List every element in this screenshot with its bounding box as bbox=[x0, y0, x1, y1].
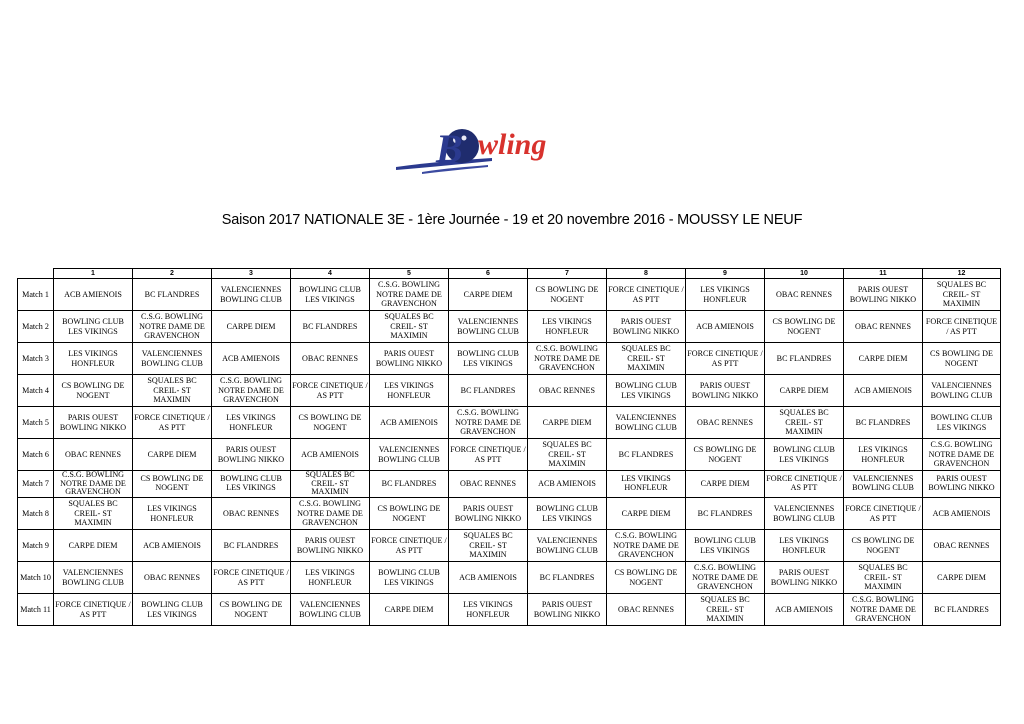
table-cell: VALENCIENNES BOWLING CLUB bbox=[923, 375, 1001, 407]
table-cell: VALENCIENNES BOWLING CLUB bbox=[844, 471, 923, 498]
table-row bbox=[18, 498, 1001, 530]
column-header: 3 bbox=[212, 269, 291, 279]
table-cell: VALENCIENNES BOWLING CLUB bbox=[449, 311, 528, 343]
table-cell: C.S.G. BOWLING NOTRE DAME DE GRAVENCHON bbox=[923, 439, 1001, 471]
table-cell: SQUALES BC CREIL- ST MAXIMIN bbox=[607, 343, 686, 375]
table-cell: PARIS OUEST BOWLING NIKKO bbox=[212, 439, 291, 471]
svg-text:B: B bbox=[436, 126, 463, 171]
table-cell: VALENCIENNES BOWLING CLUB bbox=[607, 407, 686, 439]
table-cell: BC FLANDRES bbox=[133, 279, 212, 311]
row-label: Match 6 bbox=[18, 439, 54, 471]
schedule-body bbox=[18, 279, 1001, 626]
table-cell: CARPE DIEM bbox=[844, 343, 923, 375]
table-cell: PARIS OUEST BOWLING NIKKO bbox=[607, 311, 686, 343]
table-cell: CS BOWLING DE NOGENT bbox=[133, 471, 212, 498]
table-cell: VALENCIENNES BOWLING CLUB bbox=[54, 562, 133, 594]
table-row bbox=[18, 471, 1001, 498]
table-cell: BC FLANDRES bbox=[765, 343, 844, 375]
table-row bbox=[18, 530, 1001, 562]
table-cell: LES VIKINGS HONFLEUR bbox=[370, 375, 449, 407]
table-cell: BC FLANDRES bbox=[607, 439, 686, 471]
table-cell: SQUALES BC CREIL- ST MAXIMIN bbox=[528, 439, 607, 471]
table-row bbox=[18, 407, 1001, 439]
table-cell: SQUALES BC CREIL- ST MAXIMIN bbox=[844, 562, 923, 594]
table-cell: BOWLING CLUB LES VIKINGS bbox=[765, 439, 844, 471]
table-cell: CS BOWLING DE NOGENT bbox=[923, 343, 1001, 375]
table-cell: FORCE CINETIQUE / AS PTT bbox=[844, 498, 923, 530]
table-cell: PARIS OUEST BOWLING NIKKO bbox=[528, 594, 607, 626]
table-row bbox=[18, 279, 1001, 311]
table-cell: ACB AMIENOIS bbox=[54, 279, 133, 311]
table-cell: SQUALES BC CREIL- ST MAXIMIN bbox=[686, 594, 765, 626]
table-cell: CARPE DIEM bbox=[686, 471, 765, 498]
header-row bbox=[18, 269, 1001, 279]
table-cell: CARPE DIEM bbox=[54, 530, 133, 562]
table-cell: SQUALES BC CREIL- ST MAXIMIN bbox=[54, 498, 133, 530]
table-cell: ACB AMIENOIS bbox=[133, 530, 212, 562]
table-cell: VALENCIENNES BOWLING CLUB bbox=[528, 530, 607, 562]
table-cell: BOWLING CLUB LES VIKINGS bbox=[54, 311, 133, 343]
table-cell: C.S.G. BOWLING NOTRE DAME DE GRAVENCHON bbox=[54, 471, 133, 498]
table-cell: C.S.G. BOWLING NOTRE DAME DE GRAVENCHON bbox=[133, 311, 212, 343]
table-cell: LES VIKINGS HONFLEUR bbox=[686, 279, 765, 311]
table-cell: LES VIKINGS HONFLEUR bbox=[528, 311, 607, 343]
table-cell: LES VIKINGS HONFLEUR bbox=[212, 407, 291, 439]
table-cell: OBAC RENNES bbox=[844, 311, 923, 343]
table-cell: SQUALES BC CREIL- ST MAXIMIN bbox=[923, 279, 1001, 311]
table-cell: CS BOWLING DE NOGENT bbox=[370, 498, 449, 530]
column-header: 9 bbox=[686, 269, 765, 279]
table-cell: VALENCIENNES BOWLING CLUB bbox=[765, 498, 844, 530]
column-header: 12 bbox=[923, 269, 1001, 279]
row-label: Match 5 bbox=[18, 407, 54, 439]
table-row bbox=[18, 343, 1001, 375]
table-cell: LES VIKINGS HONFLEUR bbox=[765, 530, 844, 562]
table-cell: FORCE CINETIQUE / AS PTT bbox=[686, 343, 765, 375]
table-cell: BOWLING CLUB LES VIKINGS bbox=[686, 530, 765, 562]
table-cell: CARPE DIEM bbox=[370, 594, 449, 626]
table-row bbox=[18, 594, 1001, 626]
table-cell: BOWLING CLUB LES VIKINGS bbox=[133, 594, 212, 626]
table-cell: CS BOWLING DE NOGENT bbox=[291, 407, 370, 439]
table-cell: C.S.G. BOWLING NOTRE DAME DE GRAVENCHON bbox=[291, 498, 370, 530]
row-label: Match 8 bbox=[18, 498, 54, 530]
table-cell: ACB AMIENOIS bbox=[291, 439, 370, 471]
table-cell: LES VIKINGS HONFLEUR bbox=[54, 343, 133, 375]
table-cell: VALENCIENNES BOWLING CLUB bbox=[291, 594, 370, 626]
header-corner bbox=[18, 269, 54, 279]
table-cell: FORCE CINETIQUE / AS PTT bbox=[449, 439, 528, 471]
row-label: Match 11 bbox=[18, 594, 54, 626]
table-cell: FORCE CINETIQUE / AS PTT bbox=[607, 279, 686, 311]
table-cell: FORCE CINETIQUE / AS PTT bbox=[765, 471, 844, 498]
table-cell: BOWLING CLUB LES VIKINGS bbox=[291, 279, 370, 311]
page-title: Saison 2017 NATIONALE 3E - 1ère Journée - 19 et 20 novembre 2016 - MOUSSY LE NEUF bbox=[221, 212, 803, 228]
table-cell: ACB AMIENOIS bbox=[765, 594, 844, 626]
table-cell: FORCE CINETIQUE / AS PTT bbox=[133, 407, 212, 439]
table-cell: BOWLING CLUB LES VIKINGS bbox=[212, 471, 291, 498]
table-cell: LES VIKINGS HONFLEUR bbox=[449, 594, 528, 626]
column-header: 5 bbox=[370, 269, 449, 279]
table-cell: ACB AMIENOIS bbox=[686, 311, 765, 343]
table-cell: ACB AMIENOIS bbox=[370, 407, 449, 439]
table-cell: C.S.G. BOWLING NOTRE DAME DE GRAVENCHON bbox=[370, 279, 449, 311]
table-cell: CARPE DIEM bbox=[212, 311, 291, 343]
table-cell: FORCE CINETIQUE / AS PTT bbox=[370, 530, 449, 562]
table-cell: BC FLANDRES bbox=[212, 530, 291, 562]
table-cell: PARIS OUEST BOWLING NIKKO bbox=[54, 407, 133, 439]
table-cell: LES VIKINGS HONFLEUR bbox=[844, 439, 923, 471]
table-cell: FORCE CINETIQUE / AS PTT bbox=[54, 594, 133, 626]
schedule-table bbox=[17, 268, 1001, 626]
row-label: Match 2 bbox=[18, 311, 54, 343]
column-header: 8 bbox=[607, 269, 686, 279]
table-cell: CARPE DIEM bbox=[528, 407, 607, 439]
table-row bbox=[18, 439, 1001, 471]
table-cell: PARIS OUEST BOWLING NIKKO bbox=[923, 471, 1001, 498]
table-cell: CARPE DIEM bbox=[765, 375, 844, 407]
table-cell: CARPE DIEM bbox=[607, 498, 686, 530]
table-cell: PARIS OUEST BOWLING NIKKO bbox=[449, 498, 528, 530]
table-cell: CARPE DIEM bbox=[923, 562, 1001, 594]
row-label: Match 3 bbox=[18, 343, 54, 375]
row-label: Match 10 bbox=[18, 562, 54, 594]
table-cell: BOWLING CLUB LES VIKINGS bbox=[370, 562, 449, 594]
table-cell: BC FLANDRES bbox=[449, 375, 528, 407]
table-cell: PARIS OUEST BOWLING NIKKO bbox=[686, 375, 765, 407]
table-cell: CS BOWLING DE NOGENT bbox=[607, 562, 686, 594]
table-cell: CARPE DIEM bbox=[133, 439, 212, 471]
column-header: 7 bbox=[528, 269, 607, 279]
table-cell: OBAC RENNES bbox=[686, 407, 765, 439]
table-cell: OBAC RENNES bbox=[765, 279, 844, 311]
table-cell: VALENCIENNES BOWLING CLUB bbox=[370, 439, 449, 471]
table-cell: OBAC RENNES bbox=[449, 471, 528, 498]
table-cell: FORCE CINETIQUE / AS PTT bbox=[291, 375, 370, 407]
table-row bbox=[18, 375, 1001, 407]
table-cell: ACB AMIENOIS bbox=[449, 562, 528, 594]
table-cell: BOWLING CLUB LES VIKINGS bbox=[528, 498, 607, 530]
table-cell: BC FLANDRES bbox=[370, 471, 449, 498]
table-cell: PARIS OUEST BOWLING NIKKO bbox=[370, 343, 449, 375]
table-cell: OBAC RENNES bbox=[528, 375, 607, 407]
table-cell: OBAC RENNES bbox=[54, 439, 133, 471]
table-cell: OBAC RENNES bbox=[133, 562, 212, 594]
table-cell: C.S.G. BOWLING NOTRE DAME DE GRAVENCHON bbox=[449, 407, 528, 439]
table-cell: SQUALES BC CREIL- ST MAXIMIN bbox=[449, 530, 528, 562]
table-cell: OBAC RENNES bbox=[923, 530, 1001, 562]
table-cell: BC FLANDRES bbox=[844, 407, 923, 439]
table-cell: PARIS OUEST BOWLING NIKKO bbox=[765, 562, 844, 594]
svg-text:wling: wling bbox=[478, 128, 547, 161]
table-cell: PARIS OUEST BOWLING NIKKO bbox=[844, 279, 923, 311]
bowling-logo bbox=[392, 112, 572, 182]
table-cell: ACB AMIENOIS bbox=[923, 498, 1001, 530]
table-cell: OBAC RENNES bbox=[291, 343, 370, 375]
column-header: 6 bbox=[449, 269, 528, 279]
table-cell: OBAC RENNES bbox=[607, 594, 686, 626]
table-cell: BC FLANDRES bbox=[923, 594, 1001, 626]
table-cell: C.S.G. BOWLING NOTRE DAME DE GRAVENCHON bbox=[212, 375, 291, 407]
table-cell: SQUALES BC CREIL- ST MAXIMIN bbox=[291, 471, 370, 498]
table-cell: BC FLANDRES bbox=[686, 498, 765, 530]
table-cell: CS BOWLING DE NOGENT bbox=[212, 594, 291, 626]
table-cell: SQUALES BC CREIL- ST MAXIMIN bbox=[370, 311, 449, 343]
table-cell: ACB AMIENOIS bbox=[212, 343, 291, 375]
table-cell: ACB AMIENOIS bbox=[528, 471, 607, 498]
table-cell: CS BOWLING DE NOGENT bbox=[528, 279, 607, 311]
table-cell: FORCE CINETIQUE / AS PTT bbox=[923, 311, 1001, 343]
table-cell: LES VIKINGS HONFLEUR bbox=[133, 498, 212, 530]
row-label: Match 1 bbox=[18, 279, 54, 311]
column-header: 10 bbox=[765, 269, 844, 279]
column-header: 2 bbox=[133, 269, 212, 279]
table-cell: BOWLING CLUB LES VIKINGS bbox=[607, 375, 686, 407]
table-cell: SQUALES BC CREIL- ST MAXIMIN bbox=[133, 375, 212, 407]
table-cell: BC FLANDRES bbox=[528, 562, 607, 594]
table-cell: C.S.G. BOWLING NOTRE DAME DE GRAVENCHON bbox=[607, 530, 686, 562]
table-cell: BOWLING CLUB LES VIKINGS bbox=[449, 343, 528, 375]
table-row bbox=[18, 562, 1001, 594]
table-cell: ACB AMIENOIS bbox=[844, 375, 923, 407]
row-label: Match 9 bbox=[18, 530, 54, 562]
table-row bbox=[18, 311, 1001, 343]
column-header: 1 bbox=[54, 269, 133, 279]
column-header: 11 bbox=[844, 269, 923, 279]
table-cell: BOWLING CLUB LES VIKINGS bbox=[923, 407, 1001, 439]
table-cell: C.S.G. BOWLING NOTRE DAME DE GRAVENCHON bbox=[844, 594, 923, 626]
row-label: Match 7 bbox=[18, 471, 54, 498]
table-cell: CS BOWLING DE NOGENT bbox=[844, 530, 923, 562]
table-cell: CS BOWLING DE NOGENT bbox=[686, 439, 765, 471]
table-cell: OBAC RENNES bbox=[212, 498, 291, 530]
row-label: Match 4 bbox=[18, 375, 54, 407]
table-cell: SQUALES BC CREIL- ST MAXIMIN bbox=[765, 407, 844, 439]
table-cell: C.S.G. BOWLING NOTRE DAME DE GRAVENCHON bbox=[686, 562, 765, 594]
table-cell: BC FLANDRES bbox=[291, 311, 370, 343]
table-cell: C.S.G. BOWLING NOTRE DAME DE GRAVENCHON bbox=[528, 343, 607, 375]
table-cell: CARPE DIEM bbox=[449, 279, 528, 311]
table-cell: FORCE CINETIQUE / AS PTT bbox=[212, 562, 291, 594]
table-cell: LES VIKINGS HONFLEUR bbox=[291, 562, 370, 594]
table-cell: LES VIKINGS HONFLEUR bbox=[607, 471, 686, 498]
table-cell: VALENCIENNES BOWLING CLUB bbox=[133, 343, 212, 375]
table-cell: PARIS OUEST BOWLING NIKKO bbox=[291, 530, 370, 562]
table-cell: CS BOWLING DE NOGENT bbox=[765, 311, 844, 343]
table-cell: VALENCIENNES BOWLING CLUB bbox=[212, 279, 291, 311]
table-cell: CS BOWLING DE NOGENT bbox=[54, 375, 133, 407]
column-header: 4 bbox=[291, 269, 370, 279]
